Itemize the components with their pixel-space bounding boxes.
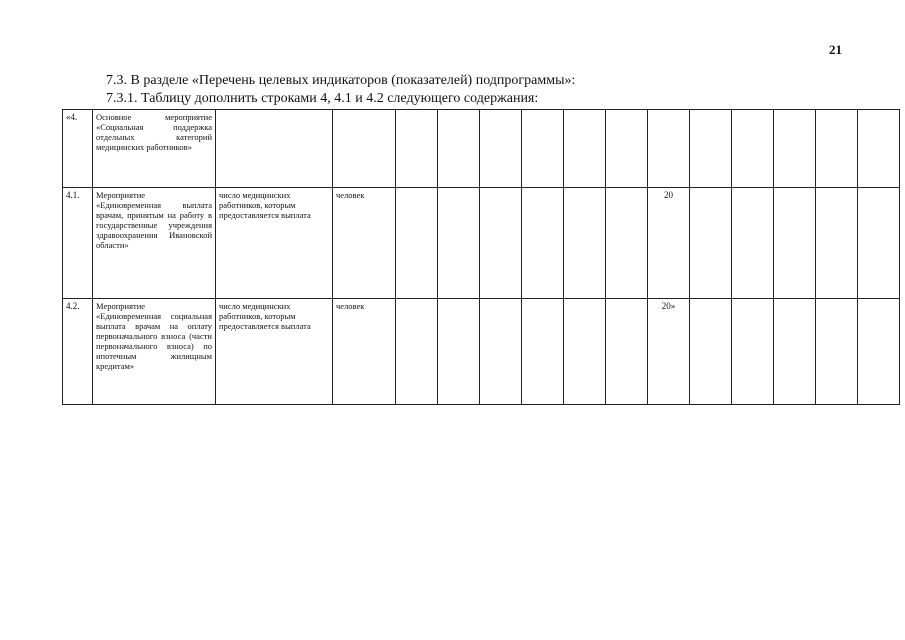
row-number: 4.2.	[63, 299, 93, 405]
year-cell	[438, 110, 480, 188]
year-cell	[606, 299, 648, 405]
row-number: «4.	[63, 110, 93, 188]
event-name: Основное мероприятие «Социальная поддержка отдельных категорий медицинских работников»	[93, 110, 216, 188]
year-cell	[690, 188, 732, 299]
year-cell	[732, 188, 774, 299]
indicator-name	[216, 110, 333, 188]
year-cell	[816, 110, 858, 188]
unit: человек	[333, 188, 396, 299]
value-cell: 20	[648, 188, 690, 299]
year-cell	[732, 110, 774, 188]
year-cell	[522, 299, 564, 405]
year-cell	[480, 110, 522, 188]
year-cell	[396, 188, 438, 299]
table-row	[63, 110, 900, 188]
year-cell	[816, 188, 858, 299]
year-cell	[396, 110, 438, 188]
year-cell	[480, 299, 522, 405]
year-cell	[522, 110, 564, 188]
event-name: Мероприятие «Единовременная социальная выплата врачам на оплату первоначального взноса (части первоначального взноса) по ипотечным жилищным кредитам»	[93, 299, 216, 405]
event-name: Мероприятие «Единовременная выплата врачам, принятым на работу в государственные учреждения здравоохранения Ивановской области»	[93, 188, 216, 299]
year-cell	[480, 188, 522, 299]
year-cell	[858, 110, 900, 188]
year-cell	[858, 299, 900, 405]
year-cell	[858, 188, 900, 299]
year-cell	[774, 299, 816, 405]
value-cell: 20»	[648, 299, 690, 405]
year-cell	[438, 299, 480, 405]
year-cell	[606, 188, 648, 299]
year-cell	[564, 299, 606, 405]
indicators-table	[62, 109, 900, 405]
year-cell	[816, 299, 858, 405]
year-cell	[774, 188, 816, 299]
value-cell	[648, 110, 690, 188]
section-heading: 7.3. В разделе «Перечень целевых индикаторов (показателей) подпрограммы»:	[106, 73, 576, 88]
table-row	[63, 299, 900, 405]
table-row	[63, 188, 900, 299]
year-cell	[732, 299, 774, 405]
year-cell	[564, 110, 606, 188]
year-cell	[438, 188, 480, 299]
indicator-name: число медицинских работников, которым предоставляется выплата	[216, 188, 333, 299]
page-number: 21	[829, 42, 842, 57]
year-cell	[606, 110, 648, 188]
year-cell	[522, 188, 564, 299]
year-cell	[564, 188, 606, 299]
indicator-name: число медицинских работников, которым предоставляется выплата	[216, 299, 333, 405]
year-cell	[774, 110, 816, 188]
unit: человек	[333, 299, 396, 405]
subsection-heading: 7.3.1. Таблицу дополнить строками 4, 4.1 и 4.2 следующего содержания:	[106, 91, 539, 106]
year-cell	[396, 299, 438, 405]
year-cell	[690, 299, 732, 405]
year-cell	[690, 110, 732, 188]
unit	[333, 110, 396, 188]
row-number: 4.1.	[63, 188, 93, 299]
